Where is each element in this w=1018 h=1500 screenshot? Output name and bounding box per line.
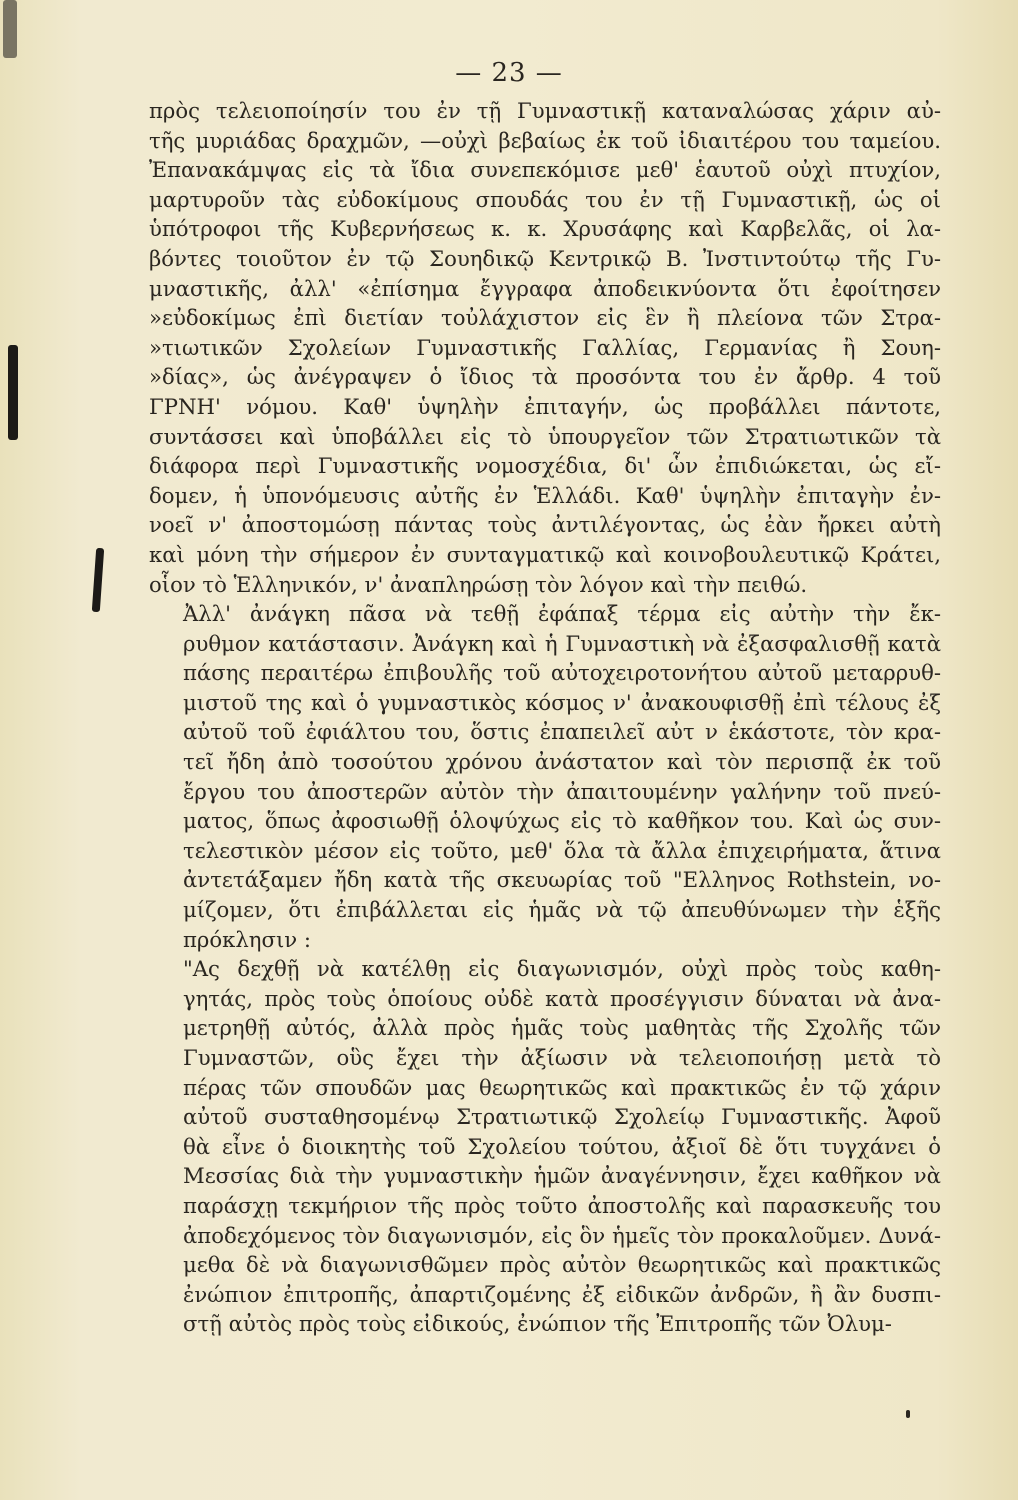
text-line: θὰ εἶνε ὁ διοικητὴς τοῦ Σχολείου τούτου, ἀξιοῖ δὲ ὅτι τυγχάνει ὁ [183,1133,941,1159]
text-line: στῇ αὐτὸς πρὸς τοὺς εἰδικούς, ἐνώπιον τῆς Ἐπιτροπῆς τῶν Ὀλυμ- [183,1311,892,1337]
ink-speck [906,1410,910,1418]
text-line: Γυμναστῶν, οὓς ἔχει τὴν ἀξίωσιν νὰ τελειοποιήσῃ μετὰ τὸ [183,1045,941,1070]
text-line: μιστοῦ της καὶ ὁ γυμναστικὸς κόσμος ν' ἀνακουφισθῇ ἐπὶ τέλους ἐξ [183,689,941,715]
text-line: ρυθμον κατάστασιν. Ἀνάγκη καὶ ἡ Γυμναστικὴ νὰ ἐξασφαλισθῇ κατὰ [183,630,941,656]
text-line: καὶ μόνη τὴν σήμερον ἐν συνταγματικῷ καὶ κοινοβουλευτικῷ Κράτει, [149,541,941,567]
paragraph-3 [149,954,941,1339]
text-line: τῆς μυριάδας δραχμῶν, —οὐχὶ βεβαίως ἐκ τοῦ ἰδιαιτέρου του ταμείου. [149,127,941,153]
text-line: ΓΡΝΗ' νόμου. Καθ' ὑψηλὴν ἐπιταγήν, ὡς προβάλλει πάντοτε, [149,393,941,419]
text-line: πρόκλησιν : [183,926,312,952]
text-line: πάσης περαιτέρω ἐπιβουλῆς τοῦ αὐτοχειροτονήτου αὐτοῦ μεταρρυθ- [183,660,941,686]
text-line: οἷον τὸ Ἑλληνικόν, ν' ἀναπληρώσῃ τὸν λόγον καὶ τὴν πειθώ. [149,571,808,597]
text-line: γητάς, πρὸς τοὺς ὁποίους οὐδὲ κατὰ προσέγγισιν δύναται νὰ ἀνα- [183,985,941,1011]
margin-bracket-mark [92,548,104,612]
text-line: Ἀλλ' ἀνάγκη πᾶσα νὰ τεθῇ ἐφάπαξ τέρμα εἰς αὐτὴν τὴν ἔκ- [183,601,941,627]
text-line: »εὐδοκίμως ἐπὶ διετίαν τοὐλάχιστον εἰς ἓν ἢ πλείονα τῶν Στρα- [149,305,941,331]
text-line: πέρας τῶν σπουδῶν μας θεωρητικῶς καὶ πρακτικῶς ἐν τῷ χάριν [183,1074,941,1100]
text-line: συντάσσει καὶ ὑποβάλλει εἰς τὸ ὑπουργεῖον τῶν Στρατιωτικῶν τὰ [149,423,941,449]
text-line: ματος, ὅπως ἀφοσιωθῇ ὁλοψύχως εἰς τὸ καθῆκον του. Καὶ ὡς συν- [183,808,941,834]
binding-edge-mark [3,0,17,58]
text-line: βόντες τοιοῦτον ἐν τῷ Σουηδικῷ Κεντρικῷ Β. Ἰνστιντούτῳ τῆς Γυ- [149,245,941,271]
margin-ink-mark [8,345,18,440]
text-line: ἀντετάξαμεν ἤδη κατὰ τῆς σκευωρίας τοῦ "Ελληνος Rothstein, νο- [183,867,941,893]
text-line: »δίας», ὡς ἀνέγραψεν ὁ ἴδιος τὰ προσόντα του ἐν ἄρθρ. 4 τοῦ [149,364,941,390]
text-line: "Ας δεχθῇ νὰ κατέλθῃ εἰς διαγωνισμόν, οὐχὶ πρὸς τοὺς καθη- [183,956,941,982]
text-line: ὑπότροφοι τῆς Κυβερνήσεως κ. κ. Χρυσάφης καὶ Καρβελᾶς, οἱ λα- [149,216,941,242]
text-line: Μεσσίας διὰ τὴν γυμναστικὴν ἡμῶν ἀναγέννησιν, ἔχει καθῆκον νὰ [183,1163,941,1189]
page-number: — 23 — [455,58,563,88]
body-text [149,96,941,1339]
text-line: παράσχῃ τεκμήριον τῆς πρὸς τοῦτο ἀποστολῆς καὶ παρασκευῆς του [183,1192,941,1218]
text-line: τεῖ ἤδη ἀπὸ τοσούτου χρόνου ἀνάστατον καὶ τὸν περισπᾷ ἐκ τοῦ [183,749,941,775]
text-line: μεθα δὲ νὰ διαγωνισθῶμεν πρὸς αὐτὸν θεωρητικῶς καὶ πρακτικῶς [183,1252,941,1278]
text-line: νοεῖ ν' ἀποστομώσῃ πάντας τοὺς ἀντιλέγοντας, ὡς ἐὰν ἤρκει αὐτὴ [149,512,941,538]
text-line: μετρηθῇ αὐτός, ἀλλὰ πρὸς ἡμᾶς τοὺς μαθητὰς τῆς Σχολῆς τῶν [183,1015,941,1041]
text-line: μίζομεν, ὅτι ἐπιβάλλεται εἰς ἡμᾶς νὰ τῷ ἀπευθύνωμεν τὴν ἑξῆς [183,897,941,923]
text-line: αὐτοῦ τοῦ ἐφιάλτου του, ὅστις ἐπαπειλεῖ αὐτ ν ἑκάστοτε, τὸν κρα- [183,719,941,745]
text-line: μναστικῆς, ἀλλ' «ἐπίσημα ἔγγραφα ἀποδεικνύοντα ὅτι ἐφοίτησεν [149,275,941,301]
text-line: δομεν, ἡ ὑπονόμευσις αὐτῆς ἐν Ἑλλάδι. Καθ' ὑψηλὴν ἐπιταγὴν ἐν- [149,482,941,508]
text-line: ἐνώπιον ἐπιτροπῆς, ἀπαρτιζομένης ἐξ εἰδικῶν ἀνδρῶν, ἢ ἂν δυσπι- [183,1281,941,1307]
text-line: Ἐπανακάμψας εἰς τὰ ἴδια συνεπεκόμισε μεθ' ἑαυτοῦ οὐχὶ πτυχίον, [149,157,941,183]
text-line: ἀποδεχόμενος τὸν διαγωνισμόν, εἰς ὃν ἡμεῖς τὸν προκαλοῦμεν. Δυνά- [183,1222,941,1248]
text-line: τελεστικὸν μέσον εἰς τοῦτο, μεθ' ὅλα τὰ ἄλλα ἐπιχειρήματα, ἅτινα [183,837,941,863]
text-line: αὐτοῦ συσταθησομένῳ Στρατιωτικῷ Σχολείῳ Γυμναστικῆς. Ἀφοῦ [183,1104,941,1130]
text-line: μαρτυροῦν τὰς εὐδοκίμους σπουδάς του ἐν τῇ Γυμναστικῇ, ὡς οἱ [149,186,941,212]
paragraph-2 [149,599,941,954]
text-line: πρὸς τελειοποίησίν του ἐν τῇ Γυμναστικῇ καταναλώσας χάριν αὐ- [149,98,941,123]
text-line: διάφορα περὶ Γυμναστικῆς νομοσχέδια, δι' ὧν ἐπιδιώκεται, ὡς εἴ- [149,453,941,479]
paragraph-1 [149,96,941,599]
text-line: ἔργου του ἀποστερῶν αὐτὸν τὴν ἀπαιτουμένην γαλήνην τοῦ πνεύ- [183,778,941,804]
text-line: »τιωτικῶν Σχολείων Γυμναστικῆς Γαλλίας, Γερμανίας ἢ Σουη- [149,334,941,360]
